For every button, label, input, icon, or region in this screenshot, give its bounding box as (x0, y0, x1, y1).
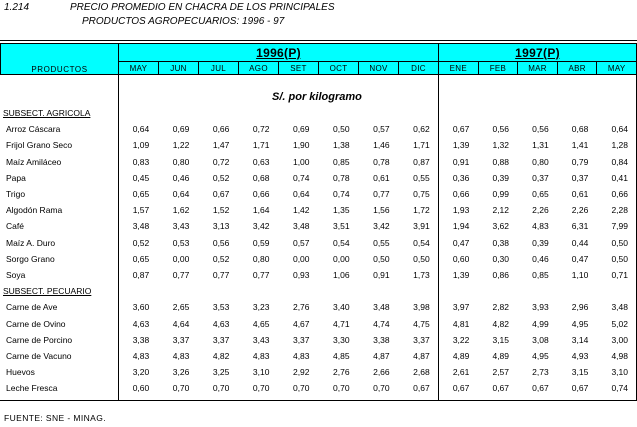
price-cell: 0,64 (172, 189, 190, 200)
month-header-1997-mar: MAR (518, 62, 558, 75)
price-cell: 0,36 (452, 172, 470, 183)
price-cell: 0,66 (452, 189, 470, 200)
price-cell: 0,60 (132, 383, 150, 394)
price-cell: 1,73 (413, 269, 430, 280)
price-cell: 0,80 (172, 156, 190, 167)
price-cell: 0,00 (333, 253, 350, 264)
empty-cell (478, 105, 518, 121)
title-line-1: PRECIO PROMEDIO EN CHACRA DE LOS PRINCIPALES (70, 2, 335, 13)
price-cell: 0,99 (492, 189, 510, 200)
year-1997-header (439, 44, 637, 62)
price-cell: 3,14 (571, 334, 589, 345)
product-name: Huevos (6, 367, 35, 378)
price-cell: 0,55 (413, 172, 430, 183)
price-cell: 0,77 (172, 269, 190, 280)
top-rule (0, 40, 637, 41)
price-cell: 3,48 (611, 302, 628, 313)
price-cell: 0,87 (413, 156, 430, 167)
price-cell: 0,80 (252, 253, 270, 264)
price-cell: 0,65 (532, 189, 549, 200)
price-cell: 0,85 (333, 156, 350, 167)
month-header-1997-ene: ENE (439, 62, 479, 75)
price-cell: 4,67 (292, 318, 310, 329)
price-cell: 0,67 (532, 383, 549, 394)
price-cell: 0,53 (172, 237, 190, 248)
price-cell: 3,37 (292, 334, 310, 345)
empty-cell (359, 283, 399, 299)
price-cell: 3,38 (373, 334, 390, 345)
price-cell: 0,37 (571, 172, 589, 183)
price-cell: 0,66 (252, 189, 270, 200)
price-cell: 2,96 (571, 302, 589, 313)
price-cell: 1,94 (452, 221, 470, 232)
price-cell: 0,56 (212, 237, 230, 248)
product-name: Sorgo Grano (6, 253, 55, 264)
price-cell: 4,98 (611, 350, 628, 361)
price-cell: 0,93 (292, 269, 310, 280)
price-cell: 0,60 (452, 253, 470, 264)
empty-cell (439, 105, 479, 121)
empty-cell (198, 283, 238, 299)
table-row (0, 364, 637, 380)
price-cell: 0,66 (611, 189, 628, 200)
price-cell: 0,64 (611, 124, 628, 135)
price-cell: 3,48 (373, 302, 390, 313)
price-cell: 1,46 (373, 140, 390, 151)
price-cell: 3,15 (492, 334, 510, 345)
price-cell: 1,52 (212, 205, 230, 216)
price-cell: 1,28 (611, 140, 628, 151)
price-cell: 1,90 (292, 140, 310, 151)
price-cell: 0,64 (132, 124, 150, 135)
table-row (0, 348, 637, 364)
price-cell: 0,56 (492, 124, 510, 135)
price-cell: 2,26 (532, 205, 549, 216)
empty-cell (319, 283, 359, 299)
price-cell: 1,39 (452, 269, 470, 280)
price-cell: 0,72 (252, 124, 270, 135)
price-cell: 0,37 (532, 172, 549, 183)
price-cell: 0,71 (611, 269, 628, 280)
price-cell: 1,39 (452, 140, 470, 151)
price-cell: 1,09 (132, 140, 150, 151)
price-cell: 0,00 (292, 253, 310, 264)
price-cell: 4,65 (252, 318, 270, 329)
price-cell: 3,51 (333, 221, 350, 232)
table-row (0, 267, 637, 283)
price-cell: 0,70 (252, 383, 270, 394)
price-cell: 0,77 (252, 269, 270, 280)
price-cell: 3,26 (172, 367, 190, 378)
price-cell: 2,73 (532, 367, 549, 378)
section-row (0, 105, 637, 121)
price-cell: 0,67 (571, 383, 589, 394)
price-cell: 0,79 (571, 156, 589, 167)
price-cell: 4,64 (172, 318, 190, 329)
year-1996-header (119, 44, 439, 62)
price-cell: 4,87 (413, 350, 430, 361)
month-header-1996-nov: NOV (359, 62, 399, 75)
empty-cell (278, 283, 318, 299)
price-cell: 3,23 (252, 302, 270, 313)
table-row (0, 186, 637, 202)
price-cell: 2,26 (571, 205, 589, 216)
price-cell: 1,38 (333, 140, 350, 151)
divider-products (118, 43, 119, 400)
table-row (0, 137, 637, 153)
price-cell: 0,91 (452, 156, 470, 167)
table-row (0, 299, 637, 315)
price-cell: 4,87 (373, 350, 390, 361)
price-cell: 0,68 (252, 172, 270, 183)
empty-cell (518, 283, 558, 299)
price-cell: 4,74 (373, 318, 390, 329)
empty-cell (278, 105, 318, 121)
price-cell: 0,65 (132, 253, 150, 264)
price-cell: 0,45 (132, 172, 150, 183)
price-cell: 0,83 (132, 156, 150, 167)
price-cell: 1,00 (292, 156, 310, 167)
price-cell: 0,74 (611, 383, 628, 394)
table-row (0, 202, 637, 218)
products-label: PRODUCTOS (31, 65, 88, 74)
price-cell: 4,83 (132, 350, 150, 361)
price-cell: 0,70 (292, 383, 310, 394)
price-cell: 0,77 (212, 269, 230, 280)
price-cell: 0,47 (452, 237, 470, 248)
product-name: Carne de Ovino (6, 318, 66, 329)
price-cell: 4,95 (571, 318, 589, 329)
price-cell: 3,38 (132, 334, 150, 345)
price-cell: 4,63 (132, 318, 150, 329)
price-cell: 0,39 (532, 237, 549, 248)
price-cell: 3,10 (611, 367, 628, 378)
price-cell: 0,57 (373, 124, 390, 135)
price-cell: 2,57 (492, 367, 510, 378)
price-cell: 0,69 (292, 124, 310, 135)
empty-cell (319, 105, 359, 121)
price-cell: 0,44 (571, 237, 589, 248)
price-cell: 2,68 (413, 367, 430, 378)
price-cell: 2,92 (292, 367, 310, 378)
price-cell: 1,32 (492, 140, 510, 151)
price-cell: 4,93 (571, 350, 589, 361)
price-cell: 4,75 (413, 318, 430, 329)
price-cell: 3,00 (611, 334, 628, 345)
empty-cell (558, 105, 598, 121)
price-cell: 0,88 (492, 156, 510, 167)
month-header-1996-jun: JUN (159, 62, 199, 75)
price-cell: 0,54 (413, 237, 430, 248)
price-cell: 5,02 (611, 318, 628, 329)
price-cell: 0,66 (212, 124, 230, 135)
price-cell: 0,61 (571, 189, 589, 200)
price-cell: 1,35 (333, 205, 350, 216)
table-number: 1.214 (4, 2, 30, 13)
price-cell: 3,43 (252, 334, 270, 345)
product-name: Papa (6, 172, 26, 183)
price-cell: 0,59 (252, 237, 270, 248)
price-cell: 0,50 (373, 253, 390, 264)
table-row (0, 235, 637, 251)
price-cell: 4,63 (212, 318, 230, 329)
price-cell: 0,50 (611, 237, 628, 248)
price-cell: 0,56 (532, 124, 549, 135)
price-cell: 1,42 (292, 205, 310, 216)
price-cell: 4,83 (172, 350, 190, 361)
price-cell: 3,30 (333, 334, 350, 345)
price-cell: 0,57 (292, 237, 310, 248)
price-cell: 0,74 (333, 189, 350, 200)
price-cell: 0,55 (373, 237, 390, 248)
products-column-header (1, 44, 119, 75)
price-cell: 0,50 (413, 253, 430, 264)
price-cell: 0,39 (492, 172, 510, 183)
empty-cell (478, 283, 518, 299)
price-cell: 4,71 (333, 318, 350, 329)
product-name: Carne de Porcino (6, 334, 73, 345)
price-cell: 1,41 (571, 140, 589, 151)
price-cell: 1,64 (252, 205, 270, 216)
price-cell: 0,52 (212, 253, 230, 264)
price-cell: 0,65 (132, 189, 150, 200)
table-row (0, 154, 637, 170)
price-cell: 1,47 (212, 140, 230, 151)
price-cell: 0,67 (452, 383, 470, 394)
price-cell: 4,83 (252, 350, 270, 361)
price-cell: 0,91 (373, 269, 390, 280)
price-cell: 3,98 (413, 302, 430, 313)
price-cell: 0,62 (413, 124, 430, 135)
title-line-2: PRODUCTOS AGROPECUARIOS: 1996 - 97 (82, 16, 285, 27)
unit-label: S/. por kilogramo (272, 91, 362, 103)
price-cell: 4,85 (333, 350, 350, 361)
empty-cell (439, 283, 479, 299)
product-name: Carne de Ave (6, 302, 58, 313)
price-cell: 6,31 (571, 221, 589, 232)
product-name: Maíz A. Duro (6, 237, 56, 248)
price-cell: 0,70 (212, 383, 230, 394)
product-name: Soya (6, 269, 26, 280)
price-cell: 3,15 (571, 367, 589, 378)
month-header-1997-may: MAY (597, 62, 637, 75)
price-cell: 3,42 (252, 221, 270, 232)
price-cell: 4,89 (492, 350, 510, 361)
column-header (0, 43, 637, 75)
price-cell: 0,63 (252, 156, 270, 167)
table-row (0, 332, 637, 348)
price-cell: 0,77 (373, 189, 390, 200)
price-cell: 0,84 (611, 156, 628, 167)
product-name: Algodón Rama (6, 205, 63, 216)
product-name: Trigo (6, 189, 26, 200)
price-cell: 4,95 (532, 350, 549, 361)
price-cell: 0,87 (132, 269, 150, 280)
price-cell: 3,10 (252, 367, 270, 378)
price-cell: 3,48 (132, 221, 150, 232)
month-header-1997-feb: FEB (478, 62, 518, 75)
price-cell: 0,86 (492, 269, 510, 280)
price-cell: 1,62 (172, 205, 190, 216)
empty-cell (597, 283, 637, 299)
price-cell: 4,81 (452, 318, 470, 329)
price-cell: 0,30 (492, 253, 510, 264)
empty-cell (238, 105, 278, 121)
price-cell: 0,67 (413, 383, 430, 394)
price-cell: 1,71 (252, 140, 270, 151)
price-cell: 1,57 (132, 205, 150, 216)
price-cell: 3,53 (212, 302, 230, 313)
price-cell: 0,80 (532, 156, 549, 167)
table-row (0, 251, 637, 267)
price-cell: 3,40 (333, 302, 350, 313)
empty-cell (359, 105, 399, 121)
price-cell: 0,70 (172, 383, 190, 394)
bottom-rule (0, 400, 637, 401)
empty-cell (198, 105, 238, 121)
price-cell: 4,99 (532, 318, 549, 329)
price-cell: 0,41 (611, 172, 628, 183)
section-title: SUBSECT. PECUARIO (3, 286, 92, 297)
source-note: FUENTE: SNE - MINAG. (4, 413, 106, 423)
divider-years (438, 43, 439, 400)
price-cell: 0,78 (333, 172, 350, 183)
price-cell: 0,78 (373, 156, 390, 167)
price-cell: 4,89 (452, 350, 470, 361)
price-cell: 2,12 (492, 205, 510, 216)
price-cell: 2,65 (172, 302, 190, 313)
month-header-1996-ago: AGO (239, 62, 279, 75)
price-cell: 4,82 (212, 350, 230, 361)
product-name: Café (6, 221, 24, 232)
price-cell: 2,76 (333, 367, 350, 378)
price-cell: 3,97 (452, 302, 470, 313)
price-cell: 2,61 (452, 367, 470, 378)
price-cell: 3,08 (532, 334, 549, 345)
table-row (0, 121, 637, 137)
price-cell: 0,68 (571, 124, 589, 135)
price-cell: 0,54 (333, 237, 350, 248)
price-cell: 3,25 (212, 367, 230, 378)
empty-cell (518, 105, 558, 121)
table-row (0, 315, 637, 331)
section-title: SUBSECT. AGRICOLA (3, 108, 91, 119)
section-row (0, 283, 637, 299)
product-name: Leche Fresca (6, 383, 58, 394)
price-cell: 1,71 (413, 140, 430, 151)
price-cell: 0,67 (452, 124, 470, 135)
month-header-1996-may: MAY (119, 62, 159, 75)
empty-cell (399, 105, 439, 121)
price-cell: 0,50 (611, 253, 628, 264)
price-cell: 1,56 (373, 205, 390, 216)
price-cell: 0,52 (212, 172, 230, 183)
product-name: Frijol Grano Seco (6, 140, 73, 151)
price-cell: 3,48 (292, 221, 310, 232)
price-cell: 2,82 (492, 302, 510, 313)
product-name: Maíz Amiláceo (6, 156, 62, 167)
price-cell: 7,99 (611, 221, 628, 232)
table-row (0, 170, 637, 186)
year-1997-label: 1997(P) (515, 45, 560, 60)
month-header-1996-set: SET (279, 62, 319, 75)
price-cell: 2,76 (292, 302, 310, 313)
price-cell: 4,83 (532, 221, 549, 232)
month-header-1997-abr: ABR (557, 62, 597, 75)
price-cell: 0,72 (212, 156, 230, 167)
year-1996-label: 1996(P) (256, 45, 301, 60)
price-cell: 0,74 (292, 172, 310, 183)
price-cell: 3,42 (373, 221, 390, 232)
table-row (0, 218, 637, 234)
price-cell: 0,00 (172, 253, 190, 264)
product-name: Carne de Vacuno (6, 350, 72, 361)
price-cell: 1,06 (333, 269, 350, 280)
product-name: Arroz Cáscara (6, 124, 61, 135)
price-cell: 4,83 (292, 350, 310, 361)
price-cell: 0,67 (212, 189, 230, 200)
price-cell: 0,69 (172, 124, 190, 135)
empty-cell (399, 283, 439, 299)
empty-cell (558, 283, 598, 299)
price-cell: 3,13 (212, 221, 230, 232)
price-cell: 3,93 (532, 302, 549, 313)
price-cell: 3,62 (492, 221, 510, 232)
price-cell: 0,61 (373, 172, 390, 183)
price-cell: 0,64 (292, 189, 310, 200)
price-cell: 3,37 (172, 334, 190, 345)
price-table (0, 105, 637, 396)
price-cell: 3,37 (212, 334, 230, 345)
month-header-1996-oct: OCT (319, 62, 359, 75)
price-cell: 0,67 (492, 383, 510, 394)
month-header-1996-dic: DIC (399, 62, 439, 75)
price-cell: 3,22 (452, 334, 470, 345)
price-cell: 1,72 (413, 205, 430, 216)
price-cell: 0,50 (333, 124, 350, 135)
empty-cell (238, 283, 278, 299)
price-cell: 1,22 (172, 140, 190, 151)
price-cell: 0,47 (571, 253, 589, 264)
price-cell: 3,20 (132, 367, 150, 378)
empty-cell (597, 105, 637, 121)
price-cell: 0,46 (532, 253, 549, 264)
price-cell: 0,70 (333, 383, 350, 394)
price-cell: 3,37 (413, 334, 430, 345)
price-cell: 0,85 (532, 269, 549, 280)
price-cell: 4,82 (492, 318, 510, 329)
price-cell: 0,38 (492, 237, 510, 248)
price-cell: 1,93 (452, 205, 470, 216)
price-cell: 2,28 (611, 205, 628, 216)
price-cell: 3,91 (413, 221, 430, 232)
price-cell: 2,66 (373, 367, 390, 378)
price-cell: 0,70 (373, 383, 390, 394)
price-cell: 3,43 (172, 221, 190, 232)
price-cell: 0,75 (413, 189, 430, 200)
price-cell: 0,52 (132, 237, 150, 248)
price-cell: 1,10 (571, 269, 589, 280)
price-cell: 3,60 (132, 302, 150, 313)
price-cell: 0,46 (172, 172, 190, 183)
month-header-1996-jul: JUL (199, 62, 239, 75)
table-row (0, 380, 637, 396)
price-cell: 1,31 (532, 140, 549, 151)
